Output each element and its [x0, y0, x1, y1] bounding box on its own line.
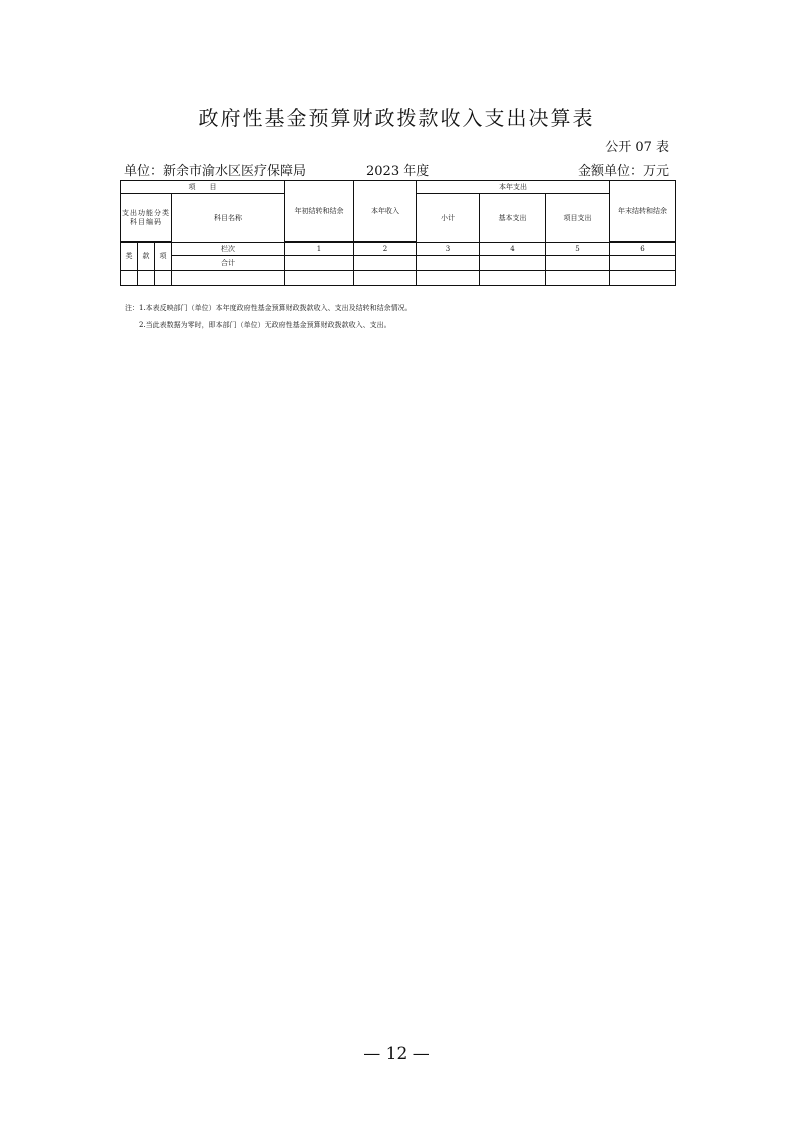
table-cell — [138, 271, 155, 286]
table-cell — [480, 271, 546, 286]
form-number: 公开 07 表 — [605, 140, 669, 155]
col-header-subtotal: 小计 — [417, 194, 480, 243]
index-cell: 5 — [546, 243, 610, 256]
page-title: 政府性基金预算财政拨款收入支出决算表 — [198, 106, 595, 130]
note-line-2: 2.当此表数据为零时，即本部门（单位）无政府性基金预算财政拨款收入、支出。 — [139, 321, 391, 329]
fiscal-year: 2023 年度 — [366, 164, 430, 179]
table-cell — [285, 256, 354, 271]
index-cell: 1 — [285, 243, 354, 256]
col-header-basic: 基本支出 — [480, 194, 546, 243]
col-header-project: 项目支出 — [546, 194, 610, 243]
notes — [125, 300, 412, 334]
table-cell — [354, 256, 417, 271]
table-cell — [417, 271, 480, 286]
row-index-label: 栏次 — [172, 243, 285, 256]
index-cell: 4 — [480, 243, 546, 256]
index-cell: 3 — [417, 243, 480, 256]
table-cell — [121, 271, 138, 286]
col-header-begin-balance: 年初结转和结余 — [285, 181, 354, 242]
table-cell — [546, 256, 610, 271]
note-line-1: 注：1.本表反映部门（单位）本年度政府性基金预算财政拨款收入、支出及结转和结余情况。 — [125, 304, 412, 312]
table-cell — [354, 271, 417, 286]
code-kuan: 款 — [138, 243, 155, 271]
table-cell — [155, 271, 172, 286]
table-cell — [417, 256, 480, 271]
project-header: 项 目 — [121, 181, 285, 194]
func-code-header: 支出功能分类科目编码 — [121, 194, 172, 242]
reporting-unit: 单位：新余市渝水区医疗保障局 — [124, 164, 307, 179]
table-cell — [610, 256, 676, 271]
expenditure-group-header: 本年支出 — [417, 181, 610, 194]
subject-name-header: 科目名称 — [172, 194, 285, 243]
col-header-income: 本年收入 — [354, 181, 417, 242]
table-cell — [480, 256, 546, 271]
table-cell — [546, 271, 610, 286]
code-lei: 类 — [121, 243, 138, 271]
index-cell: 2 — [354, 243, 417, 256]
table-cell — [285, 271, 354, 286]
table-cell — [172, 271, 285, 286]
code-xiang: 项 — [155, 243, 172, 271]
table-cell — [610, 271, 676, 286]
total-label: 合计 — [172, 256, 285, 271]
budget-table — [120, 180, 676, 286]
amount-unit: 金额单位：万元 — [577, 164, 669, 179]
col-header-end-balance: 年末结转和结余 — [610, 181, 676, 242]
index-cell: 6 — [610, 243, 676, 256]
page-number: — 12 — — [363, 1044, 430, 1064]
